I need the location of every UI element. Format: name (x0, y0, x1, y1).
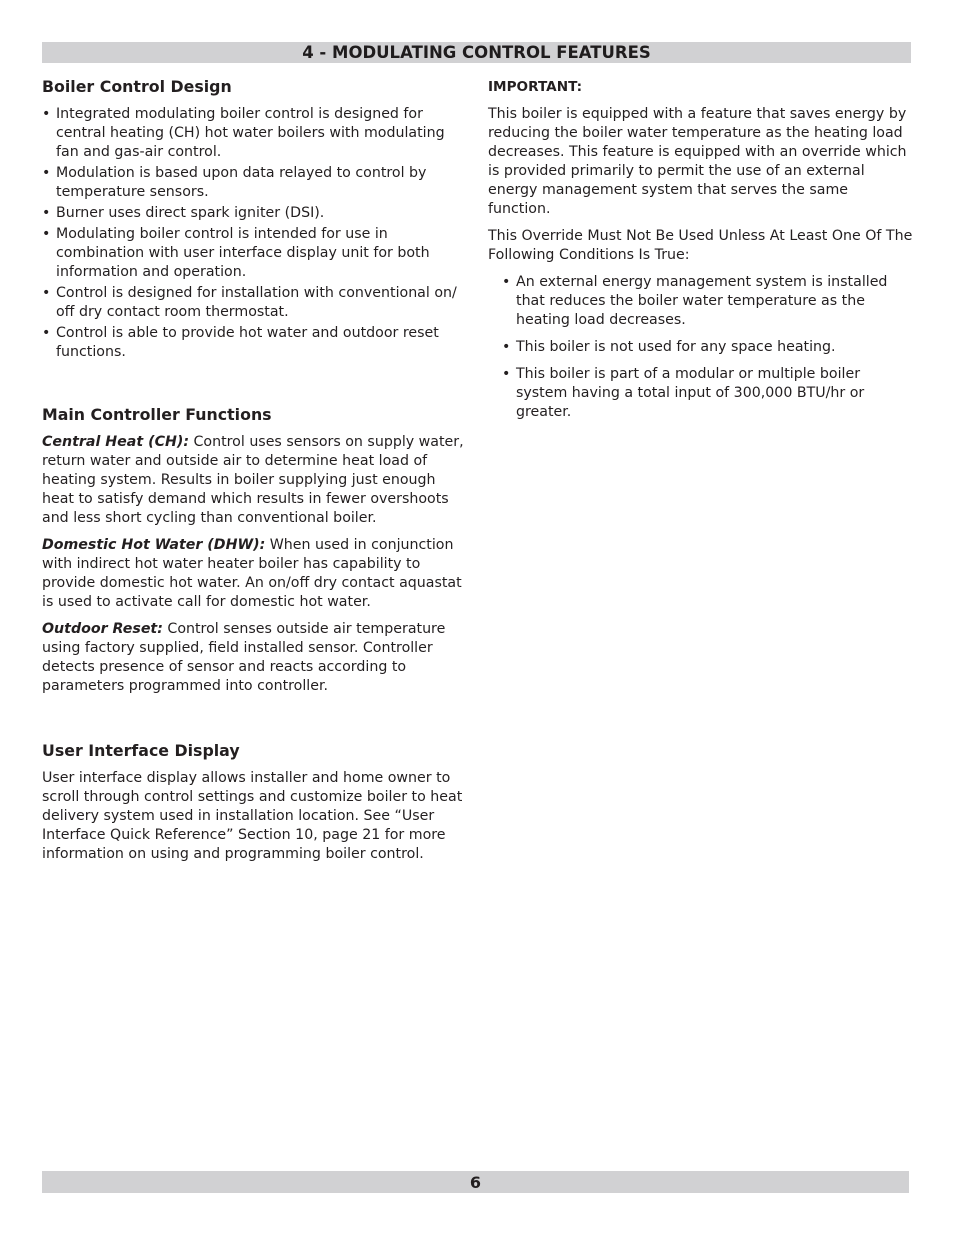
important-paragraph-2: This Override Must Not Be Used Unless At Least One Of The Following Conditions Is True: (488, 228, 913, 263)
main-controller-heading: Main Controller Functions (42, 405, 272, 424)
central-heat-paragraph (42, 433, 468, 528)
list-item: • Burner uses direct spark igniter (DSI). (42, 204, 468, 223)
conditions-list (488, 273, 914, 422)
central-heat-text: Control uses sensors on supply water, return water and outside air to determine heat load of heating system. Results in boiler supplying just enough heat to satisfy demand which results in fewer overshoots and less short cycling than conventional boiler. (42, 434, 464, 526)
list-item: • Modulating boiler control is intended for use in combination with user interface display unit for both information and operation. (42, 225, 468, 282)
list-item: • Control is designed for installation with conventional on/ off dry contact room thermostat. (42, 284, 468, 322)
right-column (488, 76, 914, 422)
page-footer-bar (42, 1171, 909, 1193)
list-item: • This boiler is part of a modular or multiple boiler system having a total input of 300,000 BTU/hr or greater. (502, 365, 914, 422)
outdoor-reset-lead: Outdoor Reset: (42, 621, 163, 637)
dhw-paragraph (42, 536, 468, 612)
section-title-bar (42, 42, 911, 63)
page-number: 6 (469, 1173, 482, 1192)
boiler-control-list (42, 105, 468, 362)
dhw-text: When used in conjunction with indirect hot water heater boiler has capability to provide domestic hot water. An on/off dry contact aquastat is used to activate call for domestic hot water. (42, 537, 462, 610)
boiler-control-heading: Boiler Control Design (42, 77, 232, 96)
outdoor-reset-paragraph (42, 620, 468, 696)
outdoor-reset-text: Control senses outside air temperature using factory supplied, field installed sensor. Controller detects presence of sensor and reacts according to parameters programmed into controller. (42, 621, 446, 694)
left-column (42, 76, 468, 864)
section-title: 4 - MODULATING CONTROL FEATURES (302, 43, 651, 62)
list-item: • Modulation is based upon data relayed to control by temperature sensors. (42, 164, 468, 202)
central-heat-lead: Central Heat (CH): (42, 434, 190, 450)
user-interface-body: User interface display allows installer and home owner to scroll through control settings and customize boiler to heat delivery system used in installation location. See “User Interface Quick Reference” Section 10, page 21 for more information on using and programming boiler control. (42, 770, 463, 862)
list-item: • This boiler is not used for any space heating. (502, 338, 914, 357)
dhw-lead: Domestic Hot Water (DHW): (42, 537, 266, 553)
important-label: IMPORTANT: (488, 79, 583, 95)
user-interface-heading: User Interface Display (42, 741, 240, 760)
list-item: • Control is able to provide hot water and outdoor reset functions. (42, 324, 468, 362)
list-item: • Integrated modulating boiler control is designed for central heating (CH) hot water boilers with modulating fan and gas-air control. (42, 105, 468, 162)
important-paragraph-1: This boiler is equipped with a feature that saves energy by reducing the boiler water temperature as the heating load decreases. This feature is equipped with an override which is provided primarily to permit the use of an external energy management system that serves the same function. (488, 106, 907, 217)
list-item: • An external energy management system is installed that reduces the boiler water temperature as the heating load decreases. (502, 273, 914, 330)
